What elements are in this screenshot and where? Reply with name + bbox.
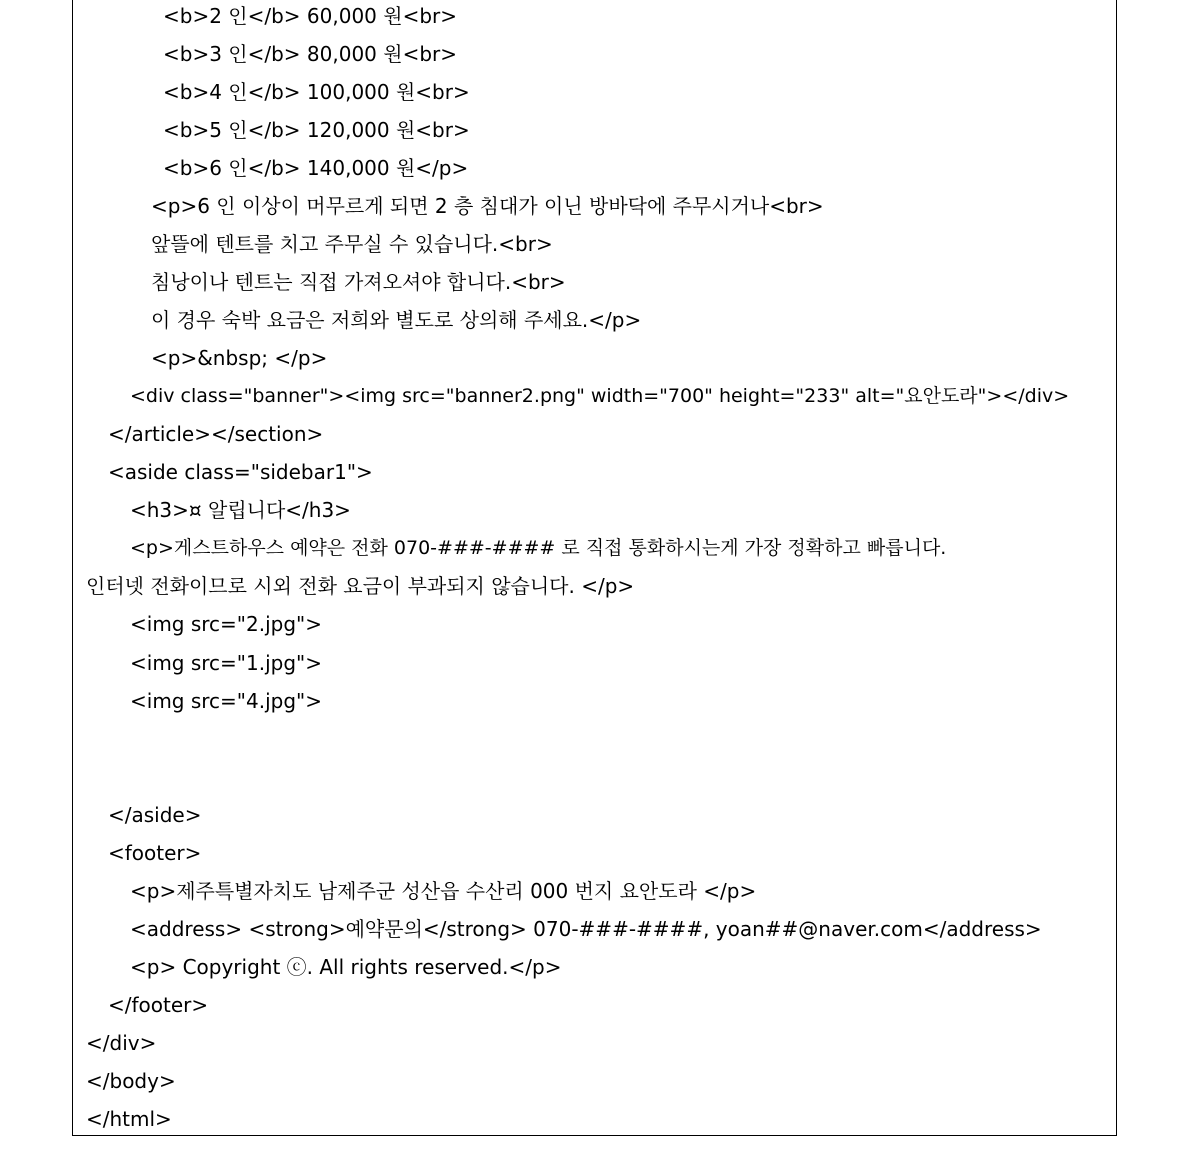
code-line: </div> [86, 1031, 157, 1055]
code-line: <div class="banner"><img src="banner2.png" width="700" height="233" alt="요안도라"></div> [130, 385, 1070, 407]
code-line: 침낭이나 텐트는 직접 가져오셔야 합니다.<br> [151, 270, 566, 294]
code-line: </article></section> [108, 422, 324, 446]
code-line: <b>5 인</b> 120,000 원<br> [163, 118, 470, 142]
code-line: <address> <strong>예약문의</strong> 070-###-####, yoan##@naver.com</address> [130, 917, 1042, 941]
code-line: <h3>¤ 알립니다</h3> [130, 498, 351, 522]
code-line: <p>&nbsp; </p> [151, 346, 328, 370]
code-line: <p>6 인 이상이 머무르게 되면 2 층 침대가 이닌 방바닥에 주무시거나<br> [151, 194, 824, 218]
code-line: <p>게스트하우스 예약은 전화 070-###-#### 로 직접 통화하시는게 가장 정확하고 빠릅니다. [130, 537, 947, 559]
code-line: 앞뜰에 텐트를 치고 주무실 수 있습니다.<br> [151, 232, 553, 256]
code-line: <p>제주특별자치도 남제주군 성산읍 수산리 000 번지 요안도라 </p> [130, 879, 757, 903]
code-line: <b>2 인</b> 60,000 원<br> [163, 4, 458, 28]
code-line: <img src="4.jpg"> [130, 689, 322, 713]
code-line: </aside> [108, 803, 202, 827]
code-line: <footer> [108, 841, 202, 865]
code-line: <p> Copyright ⓒ. All rights reserved.</p> [130, 955, 562, 979]
code-line: <aside class="sidebar1"> [108, 460, 373, 484]
code-line: </footer> [108, 993, 209, 1017]
code-line: <img src="2.jpg"> [130, 612, 322, 636]
code-line: <b>4 인</b> 100,000 원<br> [163, 80, 470, 104]
code-line: 인터넷 전화이므로 시외 전화 요금이 부과되지 않습니다. </p> [86, 574, 635, 598]
code-line: <b>6 인</b> 140,000 원</p> [163, 156, 469, 180]
code-line: <b>3 인</b> 80,000 원<br> [163, 42, 458, 66]
code-line: </body> [86, 1069, 176, 1093]
code-line: <img src="1.jpg"> [130, 651, 322, 675]
code-line: </html> [86, 1107, 172, 1131]
code-line: 이 경우 숙박 요금은 저희와 별도로 상의해 주세요.</p> [151, 308, 642, 332]
